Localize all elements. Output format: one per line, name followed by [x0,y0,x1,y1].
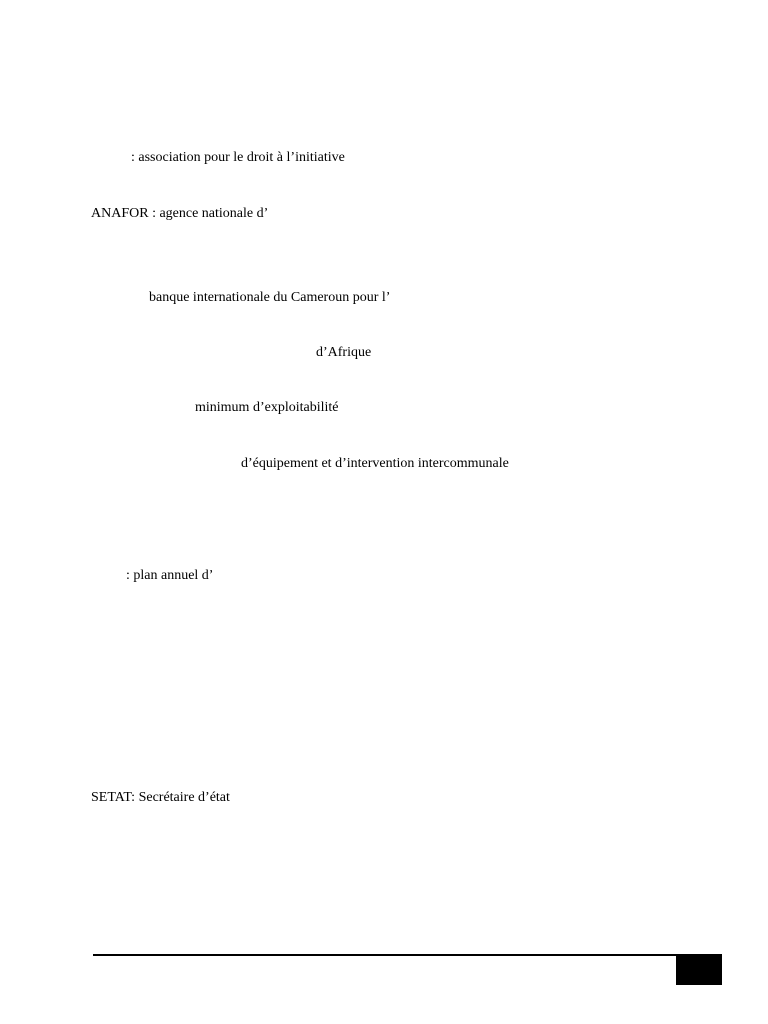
abbreviation-line: SETAT: Secrétaire d’état [91,790,230,805]
abbreviation-line: ANAFOR : agence nationale d’ [91,206,269,221]
abbreviation-line: d’Afrique [316,345,372,360]
abbreviation-line: : association pour le droit à l’initiative [131,150,345,165]
abbreviation-line: : plan annuel d’ [126,568,214,583]
page-number-box [676,955,722,985]
abbreviation-line: d’équipement et d’intervention intercommunale [241,456,509,471]
abbreviation-line: banque internationale du Cameroun pour l’ [149,290,391,305]
abbreviation-line: minimum d’exploitabilité [195,400,339,415]
footer-rule [93,954,722,956]
